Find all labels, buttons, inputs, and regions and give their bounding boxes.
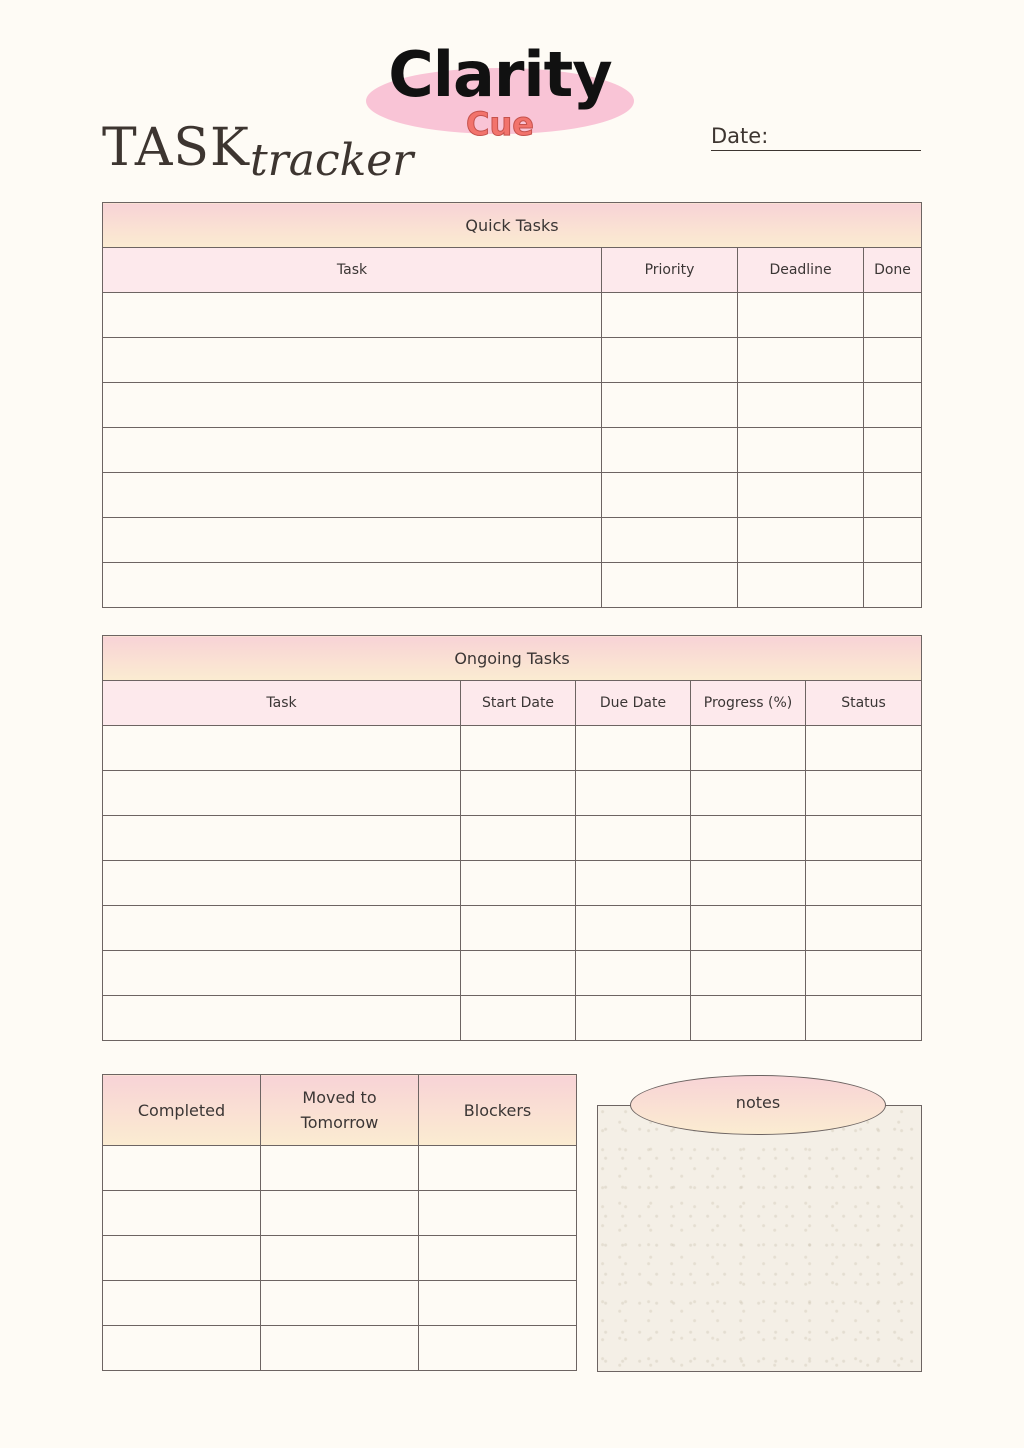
table-cell[interactable] bbox=[103, 518, 602, 563]
table-cell[interactable] bbox=[806, 906, 922, 951]
column-header: Due Date bbox=[576, 681, 691, 726]
table-cell[interactable] bbox=[602, 383, 738, 428]
table-cell[interactable] bbox=[602, 518, 738, 563]
table-cell[interactable] bbox=[261, 1326, 419, 1371]
table-cell[interactable] bbox=[103, 861, 461, 906]
table-cell[interactable] bbox=[806, 771, 922, 816]
ongoing-tasks-header-row bbox=[103, 681, 922, 726]
table-cell[interactable] bbox=[419, 1146, 577, 1191]
logo-sub: Cue bbox=[466, 105, 534, 143]
table-row bbox=[103, 1326, 577, 1371]
table-cell[interactable] bbox=[103, 473, 602, 518]
table-cell[interactable] bbox=[691, 996, 806, 1041]
table-cell[interactable] bbox=[103, 383, 602, 428]
table-cell[interactable] bbox=[691, 726, 806, 771]
column-header: Blockers bbox=[419, 1075, 577, 1146]
table-cell[interactable] bbox=[103, 1281, 261, 1326]
quick-tasks-title: Quick Tasks bbox=[103, 203, 922, 248]
table-cell[interactable] bbox=[691, 861, 806, 906]
table-cell[interactable] bbox=[576, 861, 691, 906]
table-cell[interactable] bbox=[461, 771, 576, 816]
table-cell[interactable] bbox=[691, 816, 806, 861]
table-row bbox=[103, 338, 922, 383]
table-cell[interactable] bbox=[461, 951, 576, 996]
column-header: Done bbox=[864, 248, 922, 293]
table-cell[interactable] bbox=[103, 1236, 261, 1281]
table-row bbox=[103, 428, 922, 473]
table-cell[interactable] bbox=[103, 816, 461, 861]
table-row bbox=[103, 816, 922, 861]
column-header: Task bbox=[103, 248, 602, 293]
table-cell[interactable] bbox=[103, 428, 602, 473]
date-label: Date: bbox=[711, 124, 769, 148]
table-cell[interactable] bbox=[806, 816, 922, 861]
column-header: Start Date bbox=[461, 681, 576, 726]
table-cell[interactable] bbox=[576, 906, 691, 951]
table-cell[interactable] bbox=[419, 1281, 577, 1326]
table-cell[interactable] bbox=[103, 563, 602, 608]
table-cell[interactable] bbox=[864, 428, 922, 473]
table-cell[interactable] bbox=[103, 1191, 261, 1236]
table-cell[interactable] bbox=[419, 1236, 577, 1281]
table-row bbox=[103, 861, 922, 906]
table-cell[interactable] bbox=[103, 906, 461, 951]
table-cell[interactable] bbox=[461, 861, 576, 906]
table-cell[interactable] bbox=[419, 1326, 577, 1371]
quick-tasks-table bbox=[102, 202, 922, 608]
table-cell[interactable] bbox=[602, 338, 738, 383]
table-cell[interactable] bbox=[461, 816, 576, 861]
column-header: Progress (%) bbox=[691, 681, 806, 726]
table-cell[interactable] bbox=[103, 771, 461, 816]
column-header: Priority bbox=[602, 248, 738, 293]
table-row bbox=[103, 563, 922, 608]
table-row bbox=[103, 1146, 577, 1191]
table-row bbox=[103, 1236, 577, 1281]
table-row bbox=[103, 951, 922, 996]
table-cell[interactable] bbox=[461, 996, 576, 1041]
quick-tasks-header-row bbox=[103, 248, 922, 293]
column-header: Moved to Tomorrow bbox=[261, 1075, 419, 1146]
table-cell[interactable] bbox=[738, 518, 864, 563]
table-cell[interactable] bbox=[738, 563, 864, 608]
table-cell[interactable] bbox=[806, 861, 922, 906]
table-cell[interactable] bbox=[103, 996, 461, 1041]
table-cell[interactable] bbox=[864, 563, 922, 608]
table-cell[interactable] bbox=[864, 293, 922, 338]
table-cell[interactable] bbox=[691, 771, 806, 816]
table-cell[interactable] bbox=[461, 906, 576, 951]
table-cell[interactable] bbox=[738, 428, 864, 473]
table-cell[interactable] bbox=[738, 338, 864, 383]
table-cell[interactable] bbox=[602, 563, 738, 608]
notes-area[interactable] bbox=[597, 1105, 922, 1372]
summary-header-row bbox=[103, 1075, 577, 1146]
table-cell[interactable] bbox=[419, 1191, 577, 1236]
table-row bbox=[103, 771, 922, 816]
table-cell[interactable] bbox=[461, 726, 576, 771]
table-cell[interactable] bbox=[691, 951, 806, 996]
table-row bbox=[103, 996, 922, 1041]
table-cell[interactable] bbox=[864, 383, 922, 428]
page-title-script: tracker bbox=[250, 135, 414, 186]
column-header: Task bbox=[103, 681, 461, 726]
notes-label: notes bbox=[735, 1093, 781, 1112]
logo-word: Clarity bbox=[388, 38, 612, 111]
table-cell[interactable] bbox=[602, 428, 738, 473]
table-cell[interactable] bbox=[103, 1146, 261, 1191]
table-row bbox=[103, 518, 922, 563]
table-row bbox=[103, 726, 922, 771]
table-cell[interactable] bbox=[261, 1191, 419, 1236]
table-cell[interactable] bbox=[806, 996, 922, 1041]
ongoing-tasks-body bbox=[103, 726, 922, 1041]
date-input-line[interactable] bbox=[711, 150, 921, 151]
ongoing-tasks-title: Ongoing Tasks bbox=[103, 636, 922, 681]
table-cell[interactable] bbox=[103, 951, 461, 996]
table-cell[interactable] bbox=[691, 906, 806, 951]
table-cell[interactable] bbox=[602, 293, 738, 338]
quick-tasks-body bbox=[103, 293, 922, 608]
table-cell[interactable] bbox=[864, 473, 922, 518]
table-row bbox=[103, 293, 922, 338]
table-cell[interactable] bbox=[103, 338, 602, 383]
table-cell[interactable] bbox=[864, 518, 922, 563]
table-cell[interactable] bbox=[806, 726, 922, 771]
table-cell[interactable] bbox=[261, 1236, 419, 1281]
table-cell[interactable] bbox=[738, 473, 864, 518]
table-cell[interactable] bbox=[806, 951, 922, 996]
table-cell[interactable] bbox=[261, 1281, 419, 1326]
table-cell[interactable] bbox=[576, 771, 691, 816]
page-title: TASK bbox=[102, 118, 250, 178]
column-header: Deadline bbox=[738, 248, 864, 293]
table-row bbox=[103, 906, 922, 951]
table-cell[interactable] bbox=[738, 293, 864, 338]
table-cell[interactable] bbox=[576, 951, 691, 996]
table-row bbox=[103, 473, 922, 518]
table-cell[interactable] bbox=[576, 996, 691, 1041]
table-cell[interactable] bbox=[864, 338, 922, 383]
table-row bbox=[103, 1281, 577, 1326]
table-cell[interactable] bbox=[738, 383, 864, 428]
table-cell[interactable] bbox=[103, 1326, 261, 1371]
table-cell[interactable] bbox=[576, 726, 691, 771]
summary-table bbox=[102, 1074, 577, 1371]
column-header: Status bbox=[806, 681, 922, 726]
table-cell[interactable] bbox=[602, 473, 738, 518]
table-cell[interactable] bbox=[103, 726, 461, 771]
table-cell[interactable] bbox=[261, 1146, 419, 1191]
ongoing-tasks-table bbox=[102, 635, 922, 1041]
table-cell[interactable] bbox=[576, 816, 691, 861]
column-header: Completed bbox=[103, 1075, 261, 1146]
summary-body bbox=[103, 1146, 577, 1371]
table-row bbox=[103, 1191, 577, 1236]
table-cell[interactable] bbox=[103, 293, 602, 338]
table-row bbox=[103, 383, 922, 428]
